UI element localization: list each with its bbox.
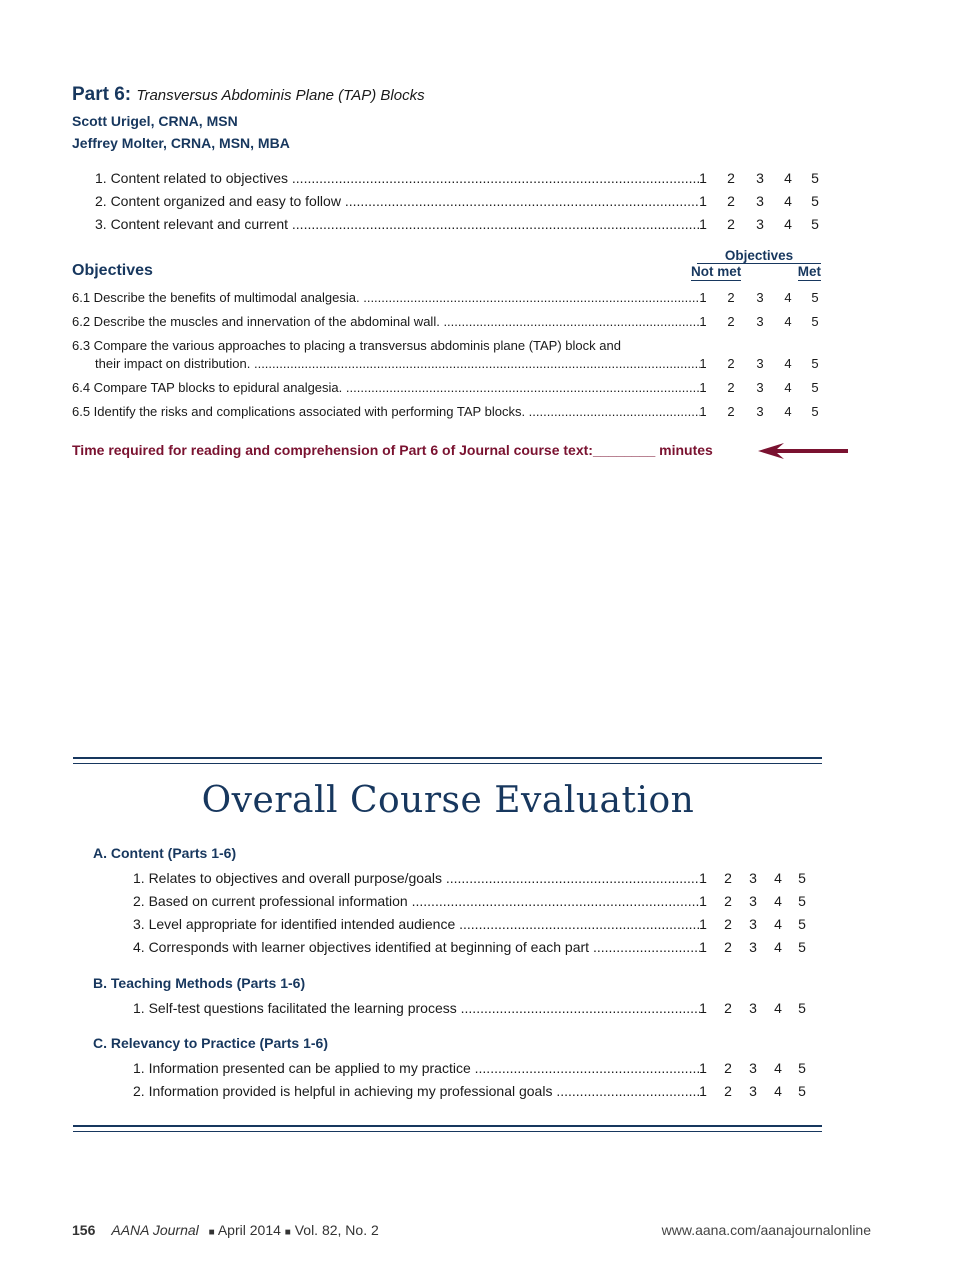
footer-bullet: ■ — [208, 1227, 215, 1238]
rating-3[interactable]: 3 — [749, 1060, 757, 1076]
rating-1[interactable]: 1 — [699, 380, 707, 395]
rating-5[interactable]: 5 — [798, 893, 806, 909]
rating-2[interactable]: 2 — [724, 893, 732, 909]
rating-3[interactable]: 3 — [756, 404, 764, 419]
rating-3[interactable]: 3 — [756, 193, 764, 209]
evaluation-item-row — [0, 1000, 960, 1020]
rating-1[interactable]: 1 — [699, 170, 707, 186]
rating-3[interactable]: 3 — [749, 1083, 757, 1099]
part-item-label: 2. Content organized and easy to follow — [95, 193, 341, 209]
objectives-col-top: Objectives — [697, 248, 821, 264]
met-label: Met — [797, 264, 821, 279]
evaluation-item-label: 1. Self-test questions facilitated the learning process — [133, 1000, 457, 1016]
rating-5[interactable]: 5 — [811, 404, 819, 419]
footer — [72, 1222, 379, 1238]
rating-1[interactable]: 1 — [699, 314, 707, 329]
evaluation-title: Overall Course Evaluation — [201, 780, 695, 821]
rating-2[interactable]: 2 — [727, 216, 735, 232]
rating-3[interactable]: 3 — [749, 916, 757, 932]
section-heading-teaching: B. Teaching Methods (Parts 1-6) — [93, 975, 306, 991]
rating-4[interactable]: 4 — [784, 404, 792, 419]
evaluation-item-label: 4. Corresponds with learner objectives identified at beginning of each part — [133, 939, 590, 955]
rating-4[interactable]: 4 — [784, 290, 792, 305]
rating-1[interactable]: 1 — [699, 870, 707, 886]
rating-4[interactable]: 4 — [774, 1000, 782, 1016]
time-required — [72, 442, 713, 458]
rating-3[interactable]: 3 — [756, 290, 764, 305]
rating-3[interactable]: 3 — [749, 939, 757, 955]
rating-5[interactable]: 5 — [811, 314, 819, 329]
rating-2[interactable]: 2 — [727, 356, 735, 371]
objective-label: 6.4 Compare TAP blocks to epidural analgesia. — [72, 380, 343, 395]
page-number: 156 — [72, 1222, 96, 1238]
evaluation-item-label: 1. Information presented can be applied to my practice — [133, 1060, 471, 1076]
rating-1[interactable]: 1 — [699, 404, 707, 419]
rating-2[interactable]: 2 — [727, 170, 735, 186]
objective-row — [0, 314, 960, 334]
rating-5[interactable]: 5 — [798, 1000, 806, 1016]
divider-top — [73, 757, 822, 764]
rating-2[interactable]: 2 — [724, 939, 732, 955]
objective-row — [0, 356, 960, 376]
objective-row — [0, 290, 960, 310]
rating-4[interactable]: 4 — [784, 170, 792, 186]
rating-2[interactable]: 2 — [727, 314, 735, 329]
rating-5[interactable]: 5 — [811, 290, 819, 305]
objective-label: 6.5 Identify the risks and complications associated with performing TAP blocks. — [72, 404, 526, 419]
rating-2[interactable]: 2 — [724, 1060, 732, 1076]
author-1: Scott Urigel, CRNA, MSN — [72, 113, 238, 129]
left-arrow-icon — [758, 442, 848, 460]
rating-5[interactable]: 5 — [798, 939, 806, 955]
rating-4[interactable]: 4 — [784, 356, 792, 371]
time-unit: minutes — [659, 442, 713, 458]
objectives-column-header — [691, 248, 821, 281]
part-item-row — [0, 170, 960, 190]
evaluation-item-row — [0, 870, 960, 890]
part-subtitle: Transversus Abdominis Plane (TAP) Blocks — [136, 87, 425, 104]
rating-4[interactable]: 4 — [774, 1060, 782, 1076]
objective-row-line1 — [0, 338, 960, 358]
rating-1[interactable]: 1 — [699, 1083, 707, 1099]
rating-1[interactable]: 1 — [699, 939, 707, 955]
objective-label-cont: their impact on distribution. — [95, 356, 251, 371]
rating-4[interactable]: 4 — [774, 916, 782, 932]
objective-label: 6.2 Describe the muscles and innervation of the abdominal wall. — [72, 314, 440, 329]
rating-1[interactable]: 1 — [699, 216, 707, 232]
part-label: Part 6: — [72, 84, 132, 105]
footer-date: April 2014 — [217, 1222, 281, 1238]
rating-1[interactable]: 1 — [699, 290, 707, 305]
rating-4[interactable]: 4 — [784, 314, 792, 329]
rating-3[interactable]: 3 — [749, 893, 757, 909]
rating-5[interactable]: 5 — [798, 1060, 806, 1076]
objective-row — [0, 404, 960, 424]
rating-3[interactable]: 3 — [749, 870, 757, 886]
evaluation-item-row — [0, 1060, 960, 1080]
author-2: Jeffrey Molter, CRNA, MSN, MBA — [72, 135, 290, 151]
rating-2[interactable]: 2 — [727, 290, 735, 305]
section-heading-content: A. Content (Parts 1-6) — [93, 845, 237, 861]
rating-1[interactable]: 1 — [699, 193, 707, 209]
section-heading-relevancy: C. Relevancy to Practice (Parts 1-6) — [93, 1035, 328, 1051]
rating-1[interactable]: 1 — [699, 1060, 707, 1076]
evaluation-item-label: 3. Level appropriate for identified intended audience — [133, 916, 456, 932]
part-item-label: 3. Content relevant and current — [95, 216, 289, 232]
rating-5[interactable]: 5 — [811, 170, 819, 186]
footer-url[interactable]: www.aana.com/aanajournalonline — [661, 1222, 871, 1238]
rating-4[interactable]: 4 — [774, 870, 782, 886]
divider-bottom — [73, 1125, 822, 1132]
time-required-text: Time required for reading and comprehension of Part 6 of Journal course text: — [72, 442, 593, 458]
objective-row — [0, 380, 960, 400]
footer-volume: Vol. 82, No. 2 — [294, 1222, 379, 1238]
rating-4[interactable]: 4 — [774, 939, 782, 955]
rating-5[interactable]: 5 — [798, 1083, 806, 1099]
rating-1[interactable]: 1 — [699, 916, 707, 932]
rating-5[interactable]: 5 — [811, 216, 819, 232]
rating-2[interactable]: 2 — [724, 1000, 732, 1016]
rating-5[interactable]: 5 — [798, 916, 806, 932]
footer-bullet: ■ — [284, 1227, 291, 1238]
rating-3[interactable]: 3 — [756, 216, 764, 232]
rating-3[interactable]: 3 — [756, 170, 764, 186]
objective-label: 6.1 Describe the benefits of multimodal analgesia. — [72, 290, 360, 305]
evaluation-item-row — [0, 893, 960, 913]
evaluation-item-label: 2. Information provided is helpful in achieving my professional goals — [133, 1083, 553, 1099]
part-item-label: 1. Content related to objectives — [95, 170, 289, 186]
rating-1[interactable]: 1 — [699, 356, 707, 371]
evaluation-item-label: 2. Based on current professional information — [133, 893, 408, 909]
rating-4[interactable]: 4 — [774, 893, 782, 909]
rating-2[interactable]: 2 — [727, 380, 735, 395]
rating-4[interactable]: 4 — [784, 380, 792, 395]
objective-label: 6.3 Compare the various approaches to placing a transversus abdominis plane (TAP) block and — [72, 338, 621, 353]
rating-2[interactable]: 2 — [727, 404, 735, 419]
not-met-label: Not met — [691, 264, 742, 279]
part-item-row — [0, 193, 960, 213]
rating-5[interactable]: 5 — [811, 380, 819, 395]
rating-1[interactable]: 1 — [699, 893, 707, 909]
rating-5[interactable]: 5 — [811, 193, 819, 209]
part-title — [72, 84, 425, 106]
time-blank[interactable]: ________ — [592, 442, 656, 458]
objectives-heading: Objectives — [72, 262, 153, 279]
rating-3[interactable]: 3 — [756, 356, 764, 371]
rating-3[interactable]: 3 — [749, 1000, 757, 1016]
evaluation-item-label: 1. Relates to objectives and overall purpose/goals — [133, 870, 442, 886]
rating-2[interactable]: 2 — [724, 916, 732, 932]
part-item-row — [0, 216, 960, 236]
evaluation-item-row — [0, 916, 960, 936]
journal-name: AANA Journal — [111, 1222, 199, 1238]
rating-3[interactable]: 3 — [756, 380, 764, 395]
rating-2[interactable]: 2 — [724, 1083, 732, 1099]
rating-5[interactable]: 5 — [811, 356, 819, 371]
rating-2[interactable]: 2 — [727, 193, 735, 209]
rating-4[interactable]: 4 — [784, 216, 792, 232]
evaluation-item-row — [0, 1083, 960, 1103]
rating-4[interactable]: 4 — [784, 193, 792, 209]
rating-1[interactable]: 1 — [699, 1000, 707, 1016]
rating-5[interactable]: 5 — [798, 870, 806, 886]
rating-2[interactable]: 2 — [724, 870, 732, 886]
rating-4[interactable]: 4 — [774, 1083, 782, 1099]
rating-3[interactable]: 3 — [756, 314, 764, 329]
evaluation-item-row — [0, 939, 960, 959]
